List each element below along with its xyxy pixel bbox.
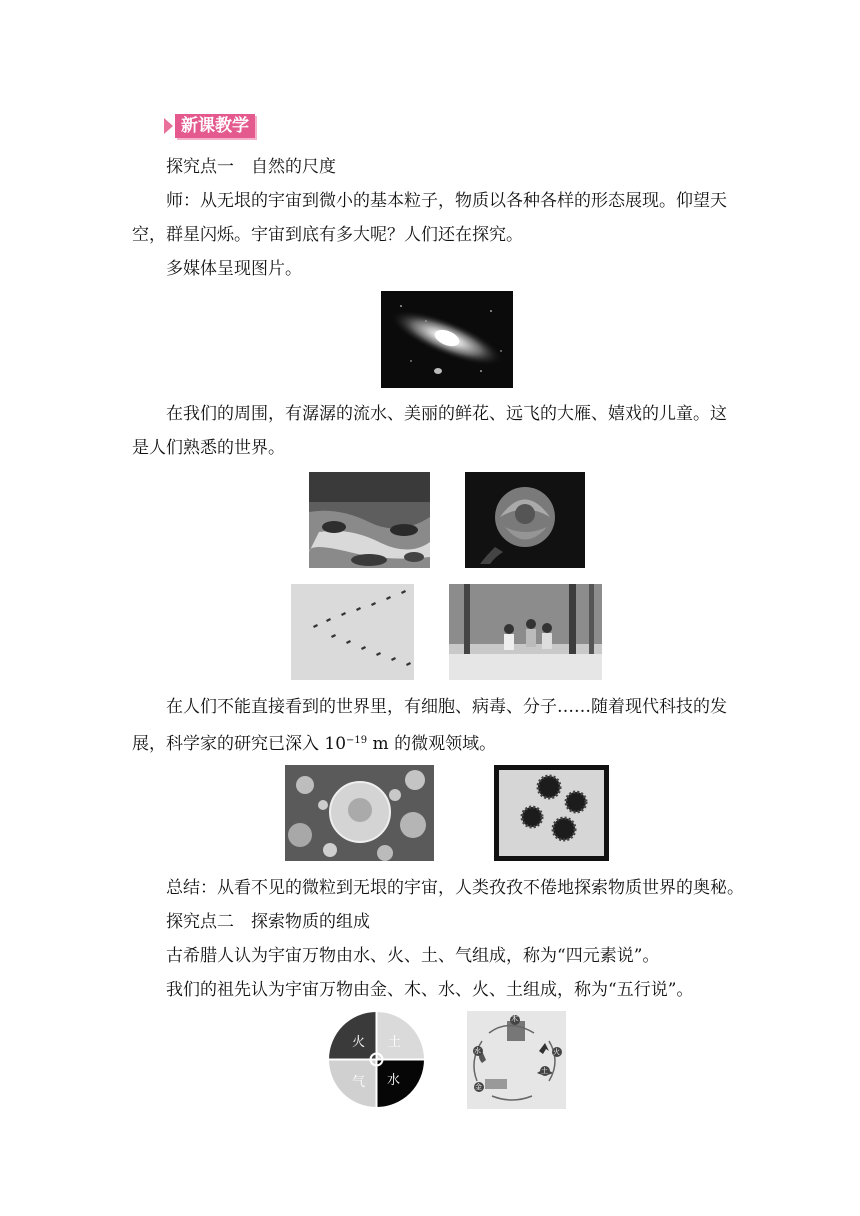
rose-image — [465, 472, 585, 568]
earth-label-5: 土 — [541, 1067, 548, 1075]
banner-arrow-icon — [164, 118, 173, 134]
multimedia-line: 多媒体呈现图片。 — [166, 259, 302, 279]
virus-image — [494, 765, 609, 861]
micro-line-2-text: 展，科学家的研究已深入 10 — [132, 734, 347, 754]
water-label: 水 — [387, 1073, 401, 1088]
around-line-1: 在我们的周围，有潺潺的流水、美丽的鲜花、远飞的大雁、嬉戏的儿童。这 — [166, 404, 727, 424]
teacher-line-2: 空，群星闪烁。宇宙到底有多大呢？人们还在探究。 — [132, 225, 523, 245]
air-label: 气 — [352, 1075, 366, 1090]
children-image — [449, 584, 602, 680]
explore2-title: 探究点二 探索物质的组成 — [166, 912, 370, 932]
micro-line-2 — [132, 724, 496, 761]
summary-line: 总结：从看不见的微粒到无垠的宇宙，人类孜孜不倦地探索物质世界的奥秘。 — [166, 878, 744, 898]
four-elements-diagram — [328, 1011, 425, 1108]
explore1-title: 探究点一 自然的尺度 — [166, 157, 336, 177]
metal-label: 金 — [475, 1083, 482, 1091]
wood-label: 木 — [511, 1015, 518, 1023]
around-line-2: 是人们熟悉的世界。 — [132, 438, 285, 458]
water-label-5: 水 — [474, 1047, 481, 1055]
teacher-line-1: 师：从无垠的宇宙到微小的基本粒子，物质以各种各样的形态展现。仰望天 — [166, 191, 727, 211]
cells-image — [285, 765, 434, 861]
galaxy-image — [381, 291, 513, 388]
micro-line-2-tail: m 的微观领域。 — [367, 734, 497, 754]
section-banner — [164, 114, 255, 138]
micro-exponent: −19 — [346, 735, 368, 746]
fire-label-5: 火 — [553, 1048, 560, 1056]
geese-image — [291, 584, 414, 680]
fire-label: 火 — [352, 1035, 366, 1050]
micro-line-1: 在人们不能直接看到的世界里，有细胞、病毒、分子……随着现代科技的发 — [166, 697, 727, 717]
ancestors-line: 我们的祖先认为宇宙万物由金、木、水、火、土组成，称为“五行说”。 — [166, 980, 694, 1000]
stream-image — [309, 472, 430, 568]
earth-label: 土 — [388, 1035, 402, 1050]
five-elements-diagram — [467, 1011, 566, 1109]
greek-line: 古希腊人认为宇宙万物由水、火、土、气组成，称为“四元素说”。 — [166, 946, 660, 966]
section-banner-label: 新课教学 — [175, 114, 255, 138]
